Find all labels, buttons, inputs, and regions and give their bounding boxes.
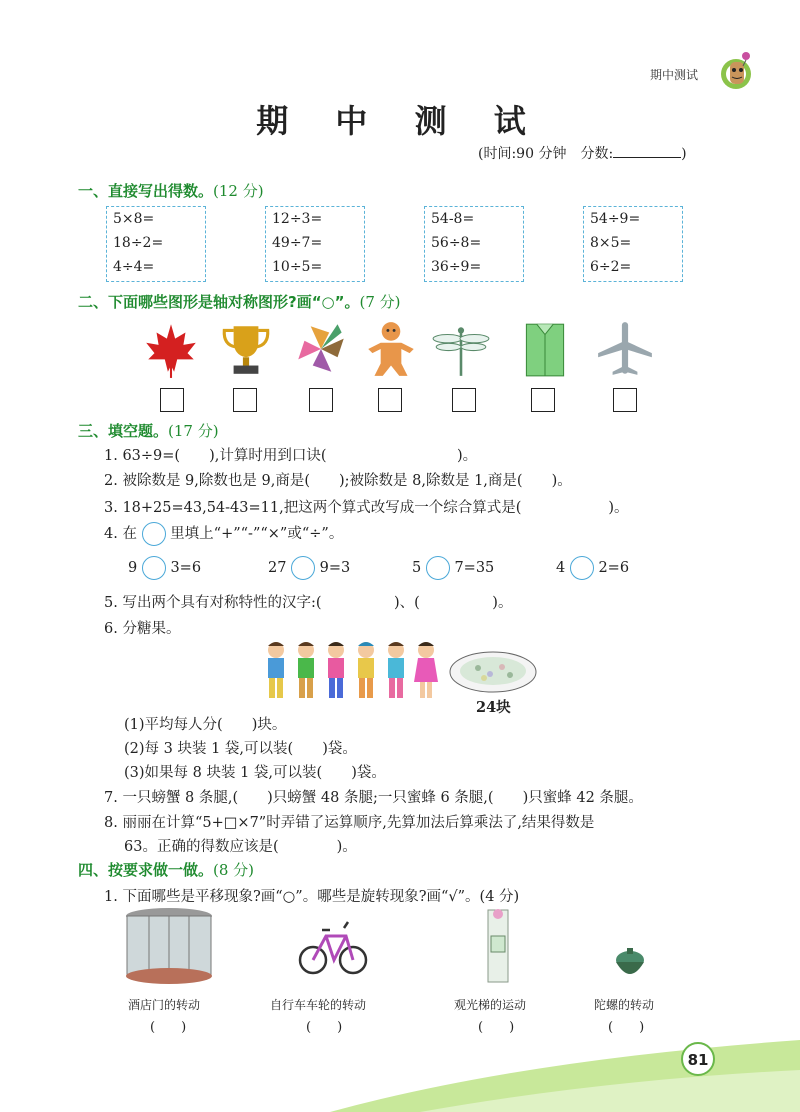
section-4-question-1: 1. 下面哪些是平移现象?画“○”。哪些是旋转现象?画“√”。(4 分) xyxy=(104,889,520,905)
calc-item: 12÷3= xyxy=(272,211,323,227)
answer-box[interactable] xyxy=(531,388,555,412)
question-6-2: (2)每 3 块装 1 袋,可以装( )袋。 xyxy=(124,741,357,757)
sightseeing-elevator-icon xyxy=(478,906,518,986)
question-1: 1. 63÷9=( ),计算时用到口诀( )。 xyxy=(104,448,478,464)
page-number: 81 xyxy=(681,1042,715,1076)
calc-item: 54÷9= xyxy=(590,211,641,227)
answer-paren[interactable]: ( ) xyxy=(478,1020,515,1035)
maple-leaf-icon xyxy=(140,318,202,380)
operand-right: 7=35 xyxy=(454,560,495,576)
calc-item: 4÷4= xyxy=(113,259,155,275)
section-2-heading xyxy=(78,291,401,312)
question-6: 6. 分糖果。 xyxy=(104,621,181,637)
time-score-line xyxy=(478,143,687,163)
children-illustration xyxy=(262,638,448,702)
answer-paren[interactable]: ( ) xyxy=(306,1020,343,1035)
calc-group-3 xyxy=(424,206,524,282)
page-title: 期 中 测 试 xyxy=(256,102,544,140)
running-title: 期中测试 xyxy=(650,68,699,82)
airplane-icon xyxy=(594,318,656,380)
calc-item: 54-8= xyxy=(431,211,475,227)
item-caption: 自行车车轮的转动 xyxy=(270,998,367,1012)
question-6-3: (3)如果每 8 块装 1 袋,可以装( )袋。 xyxy=(124,765,386,781)
question-6-1: (1)平均每人分( )块。 xyxy=(124,717,287,733)
operator-item xyxy=(556,556,629,580)
calc-item: 49÷7= xyxy=(272,235,323,251)
answer-box[interactable] xyxy=(452,388,476,412)
section-4-title: 四、按要求做一做。 xyxy=(78,861,214,879)
spinning-top-icon xyxy=(612,946,648,982)
operand-right: 3=6 xyxy=(170,560,202,576)
operand-left: 27 xyxy=(268,560,287,576)
trophy-icon xyxy=(215,318,277,380)
calc-item: 6÷2= xyxy=(590,259,632,275)
operator-blank[interactable] xyxy=(142,556,166,580)
bicycle-icon xyxy=(298,914,368,980)
item-caption: 酒店门的转动 xyxy=(128,998,201,1012)
calc-item: 8×5= xyxy=(590,235,632,251)
operator-blank[interactable] xyxy=(291,556,315,580)
mascot-icon xyxy=(716,46,760,94)
operand-left: 9 xyxy=(128,560,138,576)
answer-box[interactable] xyxy=(613,388,637,412)
operator-blank[interactable] xyxy=(570,556,594,580)
answer-paren[interactable]: ( ) xyxy=(150,1020,187,1035)
calc-item: 10÷5= xyxy=(272,259,323,275)
calc-item: 5×8= xyxy=(113,211,155,227)
section-3-points: (17 分) xyxy=(168,422,219,440)
section-1-points: (12 分) xyxy=(213,182,264,200)
score-blank[interactable] xyxy=(613,145,681,158)
question-7: 7. 一只螃蟹 8 条腿,( )只螃蟹 48 条腿;一只蜜蜂 6 条腿,( )只蜜蜂 42 条腿。 xyxy=(104,790,643,806)
operator-item xyxy=(412,556,494,580)
calc-item: 56÷8= xyxy=(431,235,482,251)
answer-paren[interactable]: ( ) xyxy=(608,1020,645,1035)
revolving-door-icon xyxy=(124,906,214,986)
question-3: 3. 18+25=43,54-43=11,把这两个算式改写成一个综合算式是( )。 xyxy=(104,500,629,516)
answer-box[interactable] xyxy=(233,388,257,412)
shirt-icon xyxy=(514,318,576,380)
calc-item: 18÷2= xyxy=(113,235,164,251)
operator-item xyxy=(268,556,350,580)
operand-right: 2=6 xyxy=(598,560,630,576)
question-8-line-1: 8. 丽丽在计算“5+□×7”时弄错了运算顺序,先算加法后算乘法了,结果得数是 xyxy=(104,815,595,831)
answer-box[interactable] xyxy=(378,388,402,412)
calc-group-4 xyxy=(583,206,683,282)
time-info: (时间:90 分钟 分数: xyxy=(478,146,614,162)
candy-label: 24块 xyxy=(476,699,511,716)
dragonfly-icon xyxy=(430,318,492,380)
question-4 xyxy=(104,522,343,546)
section-2-title: 二、下面哪些图形是轴对称图形?画“○”。 xyxy=(78,293,360,311)
answer-box[interactable] xyxy=(160,388,184,412)
question-2: 2. 被除数是 9,除数也是 9,商是( );被除数是 8,除数是 1,商是( )。 xyxy=(104,473,572,489)
candy-plate-icon xyxy=(448,650,538,694)
section-1-heading xyxy=(78,180,264,201)
calc-group-1 xyxy=(106,206,206,282)
gingerbread-man-icon xyxy=(360,318,422,380)
pinwheel-icon xyxy=(290,318,352,380)
question-8-line-2: 63。正确的得数应该是( )。 xyxy=(124,839,357,855)
calc-group-2 xyxy=(265,206,365,282)
operand-left: 4 xyxy=(556,560,566,576)
section-3-heading xyxy=(78,420,219,441)
operand-right: 9=3 xyxy=(319,560,351,576)
calc-item: 36÷9= xyxy=(431,259,482,275)
section-4-points: (8 分) xyxy=(213,861,255,879)
operator-circle xyxy=(142,522,166,546)
section-2-points: (7 分) xyxy=(359,293,401,311)
operand-left: 5 xyxy=(412,560,422,576)
question-4-suffix: 里填上“+”“-”“×”或“÷”。 xyxy=(170,526,344,542)
footer-wave xyxy=(0,1010,800,1112)
item-caption: 陀螺的转动 xyxy=(594,998,655,1012)
question-5: 5. 写出两个具有对称特性的汉字:( )、( )。 xyxy=(104,595,513,611)
item-caption: 观光梯的运动 xyxy=(454,998,527,1012)
operator-item xyxy=(128,556,201,580)
time-close: ) xyxy=(681,146,687,162)
section-1-title: 一、直接写出得数。 xyxy=(78,182,214,200)
section-4-heading xyxy=(78,859,254,880)
question-4-prefix: 4. 在 xyxy=(104,526,137,542)
section-3-title: 三、填空题。 xyxy=(78,422,169,440)
answer-box[interactable] xyxy=(309,388,333,412)
operator-blank[interactable] xyxy=(426,556,450,580)
